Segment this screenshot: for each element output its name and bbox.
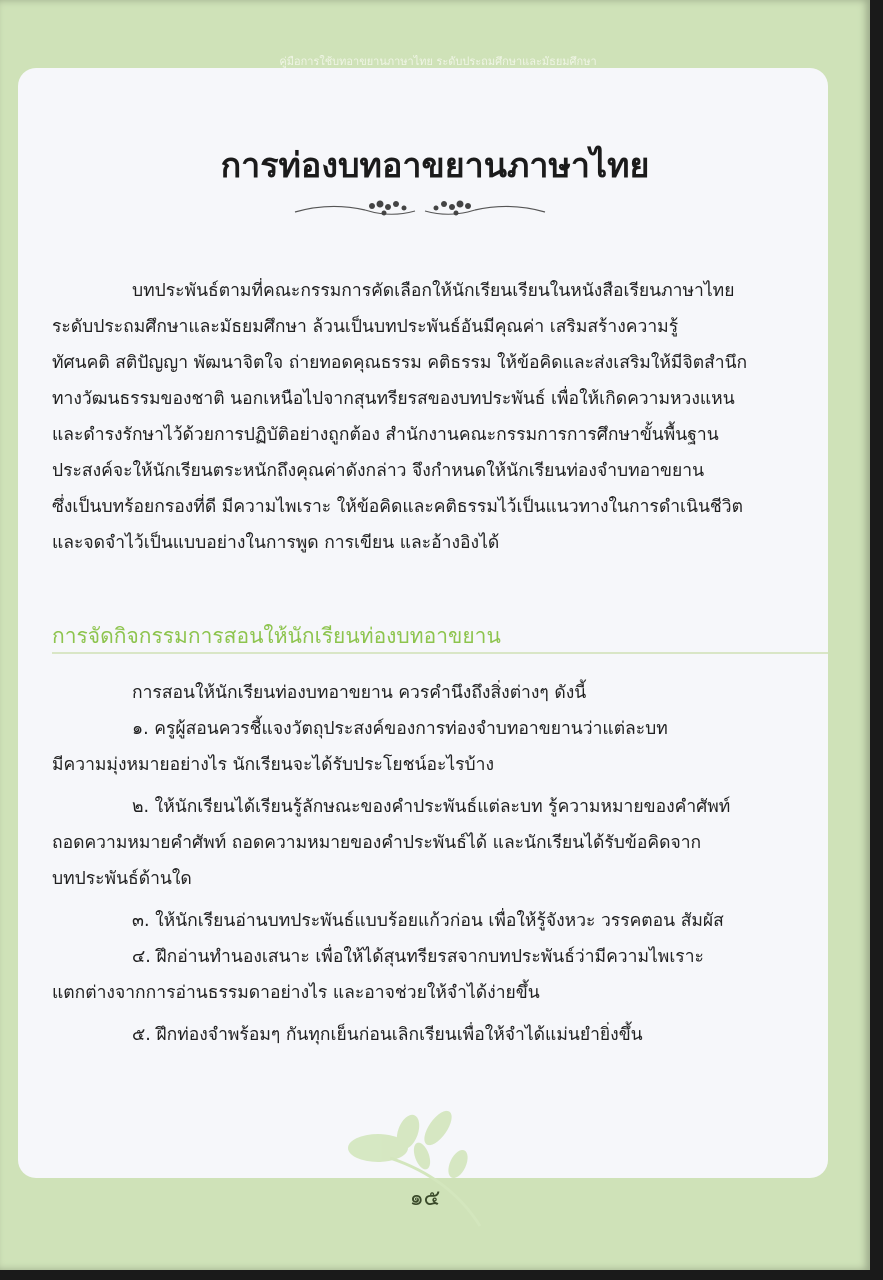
intro-line: และจดจำไว้เป็นแบบอย่างในการพูด การเขียน และอ้างอิงได้ <box>52 533 500 553</box>
section-divider <box>52 652 828 654</box>
intro-line: ทางวัฒนธรรมของชาติ นอกเหนือไปจากสุนทรียรสของบทประพันธ์ เพื่อให้เกิดความหวงแหน <box>52 389 735 409</box>
floral-ornament-icon <box>290 196 550 226</box>
list-item: ๒. ให้นักเรียนได้เรียนรู้ลักษณะของคำประพันธ์แต่ละบท รู้ความหมายของคำศัพท์ <box>132 797 731 817</box>
list-item: บทประพันธ์ด้านใด <box>52 869 192 889</box>
intro-line: ทัศนคติ สติปัญญา พัฒนาจิตใจ ถ่ายทอดคุณธรรม คติธรรม ให้ข้อคิดและส่งเสริมให้มีจิตสำนึก <box>52 353 748 373</box>
list-item: ๔. ฝึกอ่านทำนองเสนาะ เพื่อให้ได้สุนทรียรสจากบทประพันธ์ว่ามีความไพเราะ <box>132 947 704 967</box>
list-item: ๓. ให้นักเรียนอ่านบทประพันธ์แบบร้อยแก้วก่อน เพื่อให้รู้จังหวะ วรรคตอน สัมผัส <box>132 911 724 931</box>
list-item: ๑. ครูผู้สอนควรชี้แจงวัตถุประสงค์ของการท่องจำบทอาขยานว่าแต่ละบท <box>132 719 668 739</box>
running-header: คู่มือการใช้บทอาขยานภาษาไทย ระดับประถมศึกษาและมัธยมศึกษา <box>279 55 597 68</box>
page-title: การท่องบทอาขยานภาษาไทย <box>220 146 650 186</box>
list-item: ๕. ฝึกท่องจำพร้อมๆ กันทุกเย็นก่อนเลิกเรียนเพื่อให้จำได้แม่นยำยิ่งขึ้น <box>132 1025 643 1045</box>
list-item: มีความมุ่งหมายอย่างไร นักเรียนจะได้รับประโยชน์อะไรบ้าง <box>52 755 495 775</box>
intro-line: บทประพันธ์ตามที่คณะกรรมการคัดเลือกให้นักเรียนเรียนในหนังสือเรียนภาษาไทย <box>132 281 735 301</box>
list-item: ถอดความหมายคำศัพท์ ถอดความหมายของคำประพันธ์ได้ และนักเรียนได้รับข้อคิดจาก <box>52 833 702 853</box>
page-number: ๑๕ <box>409 1186 441 1211</box>
section-heading: การจัดกิจกรรมการสอนให้นักเรียนท่องบทอาขยาน <box>52 624 501 648</box>
intro-line: ประสงค์จะให้นักเรียนตระหนักถึงคุณค่าดังกล่าว จึงกำหนดให้นักเรียนท่องจำบทอาขยาน <box>52 461 705 481</box>
intro-line: ซึ่งเป็นบทร้อยกรองที่ดี มีความไพเราะ ให้ข้อคิดและคติธรรมไว้เป็นแนวทางในการดำเนินชีวิต <box>52 497 744 517</box>
list-item: แตกต่างจากการอ่านธรรมดาอย่างไร และอาจช่วยให้จำได้ง่ายขึ้น <box>52 983 540 1003</box>
section-lead: การสอนให้นักเรียนท่องบทอาขยาน ควรคำนึงถึงสิ่งต่างๆ ดังนี้ <box>132 683 587 703</box>
intro-line: และดำรงรักษาไว้ด้วยการปฏิบัติอย่างถูกต้อง สำนักงานคณะกรรมการการศึกษาขั้นพื้นฐาน <box>52 425 719 445</box>
intro-line: ระดับประถมศึกษาและมัธยมศึกษา ล้วนเป็นบทประพันธ์อันมีคุณค่า เสริมสร้างความรู้ <box>52 317 679 337</box>
